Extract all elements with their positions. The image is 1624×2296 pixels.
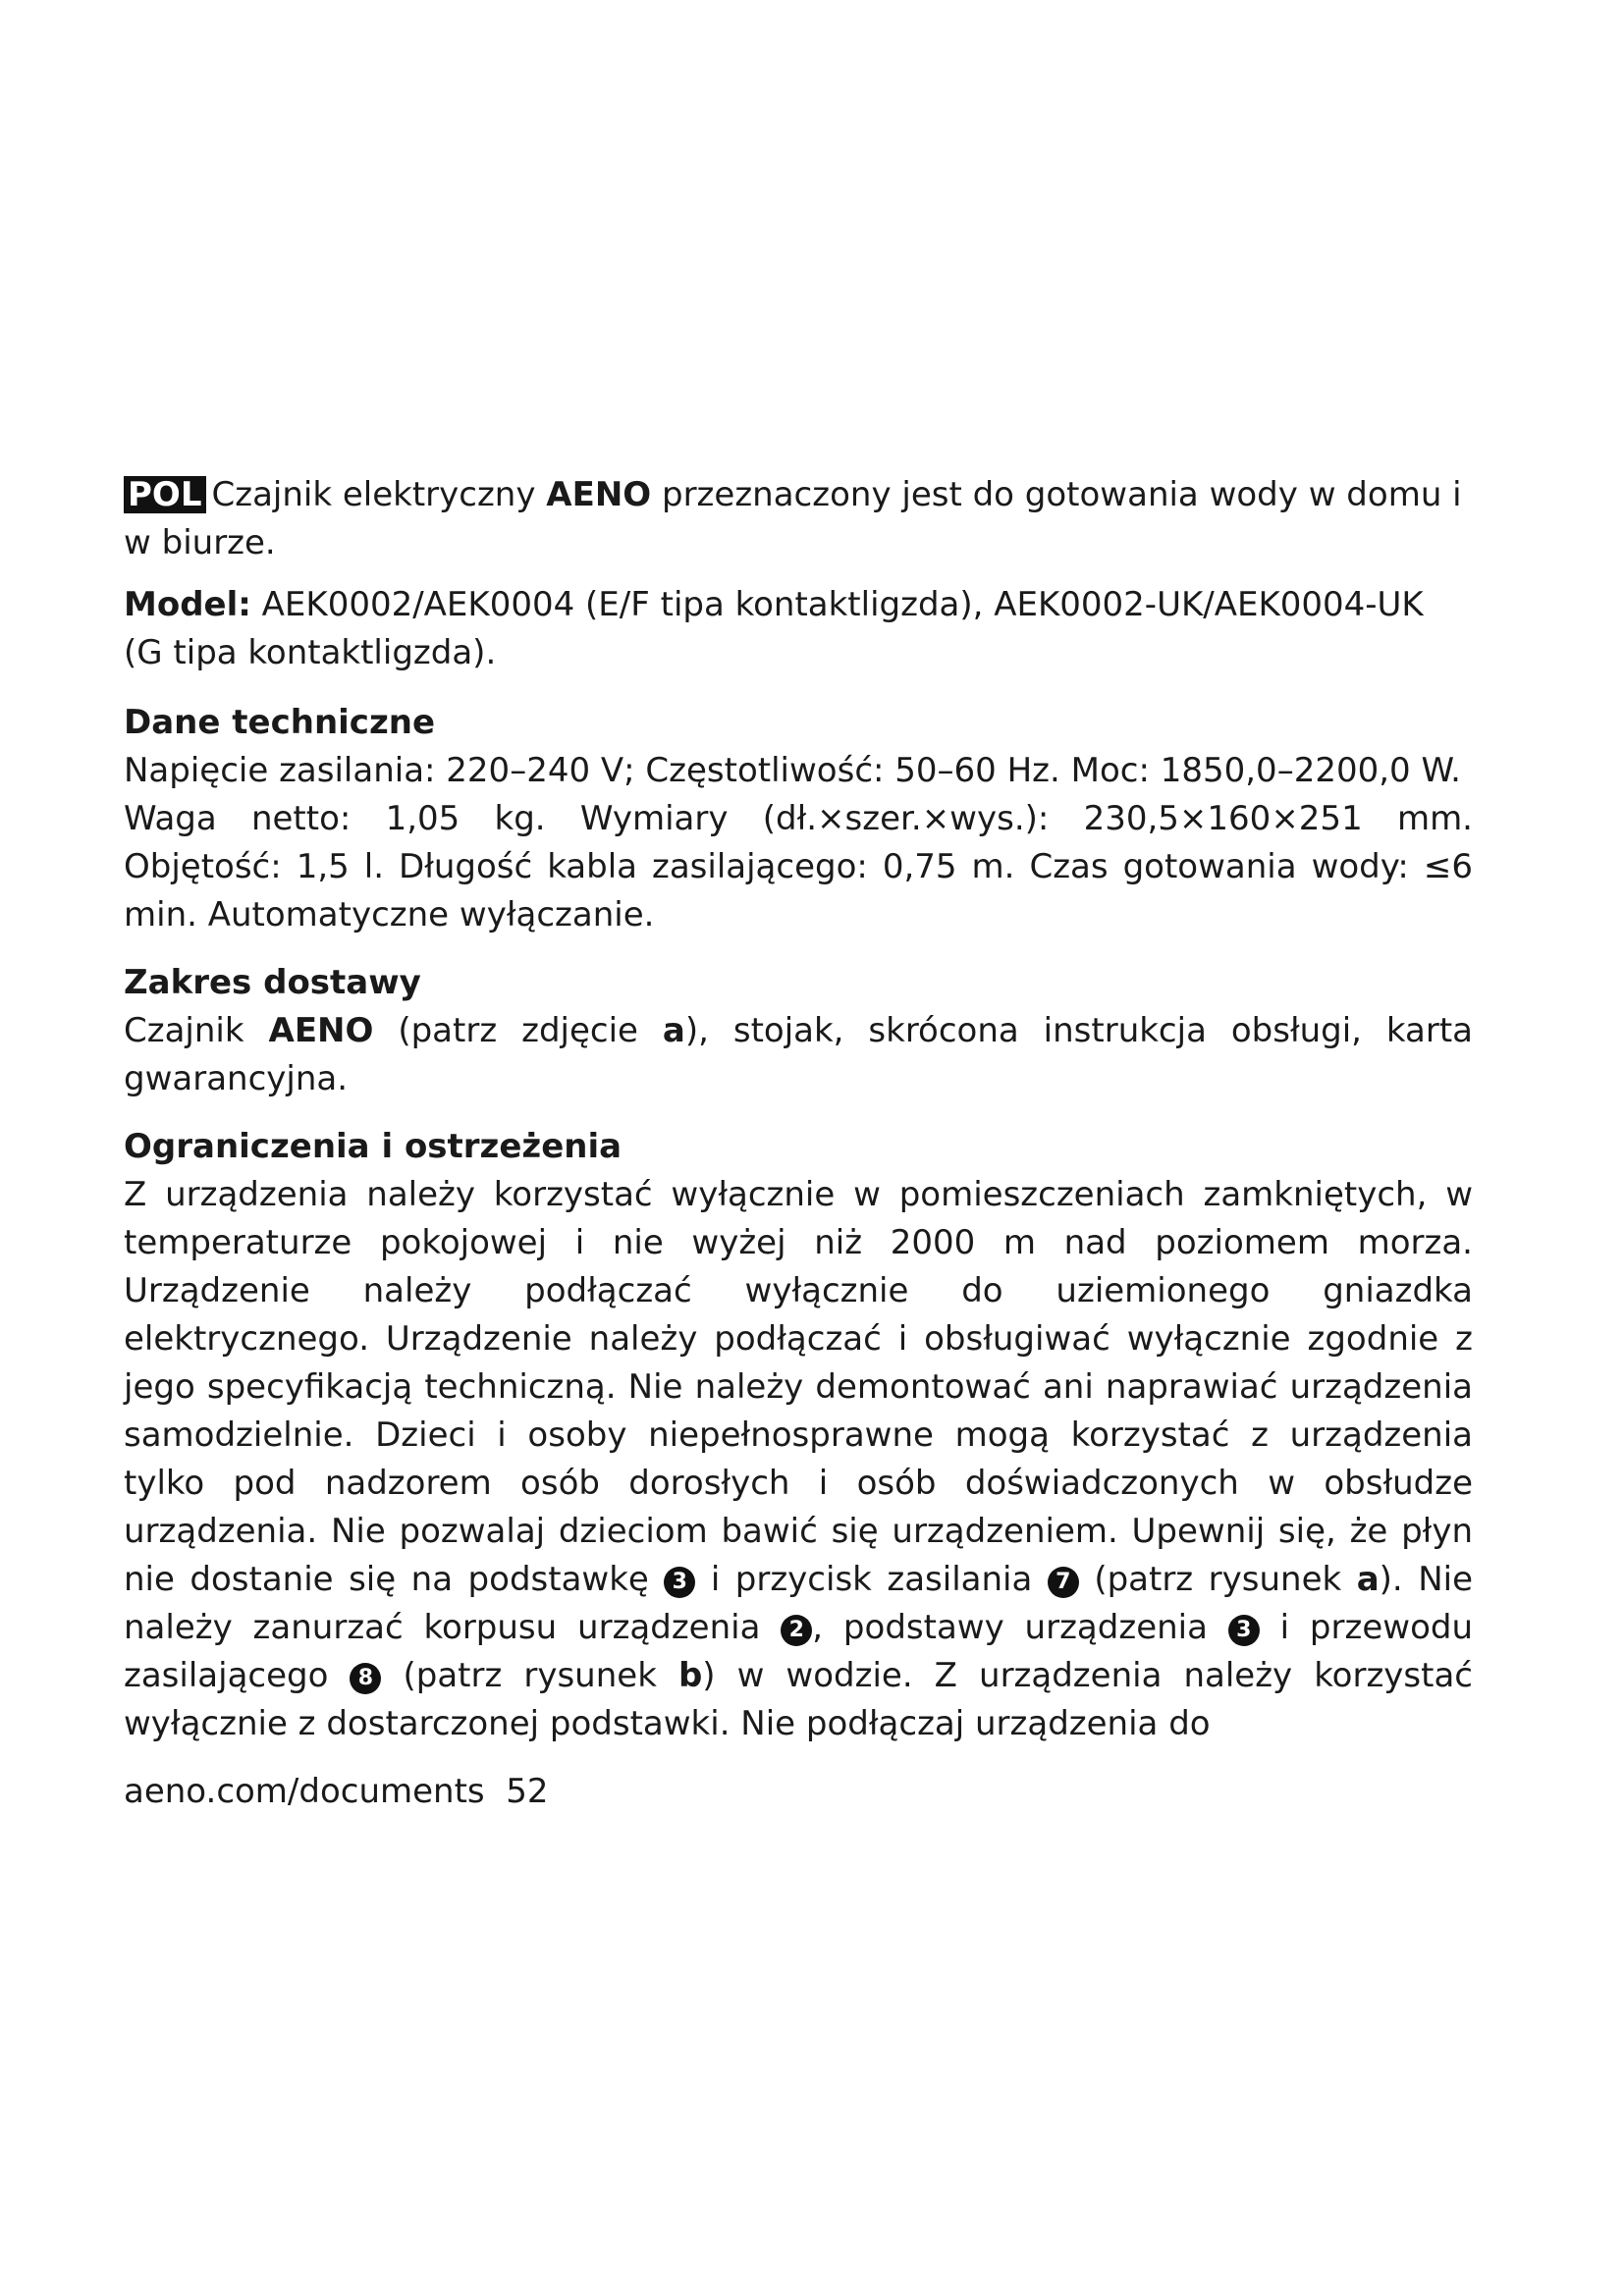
tech-section — [124, 699, 1473, 939]
delivery-heading: Zakres dostawy — [124, 963, 421, 1002]
number-8-icon: 8 — [350, 1663, 381, 1694]
tech-heading: Dane techniczne — [124, 703, 436, 742]
number-3-icon: 3 — [1228, 1615, 1260, 1646]
warnings-paragraph — [124, 1171, 1473, 1748]
intro-text-2: przeznaczony jest do gotowania wody w domu i w biurze. — [124, 475, 1462, 562]
delivery-text-1: Czajnik — [124, 1011, 269, 1050]
model-text: AEK0002/AEK0004 (E/F tipa kontaktligzda), AEK0002-UK/AEK0004-UK (G tipa kontaktligzda). — [124, 585, 1424, 672]
documents-link[interactable]: aeno.com/documents — [124, 1772, 485, 1811]
delivery-section — [124, 959, 1473, 1103]
warnings-text-1: Z urządzenia należy korzystać wyłącznie w pomieszczeniach zamkniętych, w temperaturze pokojowej i nie wyżej niż 2000 m nad poziomem morza. Urządzenie należy podłączać wyłącznie do uziemionego gniazdka elektrycznego. Urządzenie należy podłączać i obsługiwać wyłącznie zgodnie z jego specyfikacją techniczną. Nie należy demontować ani naprawiać urządzenia samodzielnie. Dzieci i osoby niepełnosprawne mogą korzystać z urządzenia tylko pod nadzorem osób dorosłych i osób doświadczonych w obsłudze urządzenia. Nie pozwalaj dzieciom bawić się urządzeniem. Upewnij się, że płyn nie dostanie się na podstawkę — [124, 1175, 1473, 1599]
warnings-text-2: i przycisk zasilania — [695, 1560, 1048, 1599]
number-2-icon: 2 — [781, 1615, 812, 1646]
warnings-section — [124, 1123, 1473, 1748]
intro-brand: AENO — [546, 475, 652, 514]
delivery-text-3: ), stojak, skrócona instrukcja obsługi, karta gwarancyjna. — [124, 1011, 1473, 1098]
delivery-ref-a: a — [662, 1011, 685, 1050]
page-footer — [124, 1768, 1473, 1816]
warnings-ref-a: a — [1356, 1560, 1380, 1599]
warnings-heading: Ograniczenia i ostrzeżenia — [124, 1127, 623, 1166]
warnings-text-7: (patrz rysunek — [381, 1656, 678, 1695]
warnings-text-8: ) w wodzie. Z urządzenia należy korzystać wyłącznie z dostarczonej podstawki. Nie podłączaj urządzenia do — [124, 1656, 1473, 1743]
delivery-paragraph — [124, 1007, 1473, 1103]
warnings-text-3: (patrz rysunek — [1078, 1560, 1357, 1599]
tech-line-1: Napięcie zasilania: 220–240 V; Częstotliwość: 50–60 Hz. Moc: 1850,0–2200,0 W. — [124, 751, 1461, 790]
intro-paragraph — [124, 471, 1473, 567]
tech-line-2: Waga netto: 1,05 kg. Wymiary (dł.×szer.×wys.): 230,5×160×251 mm. Objętość: 1,5 l. Długość kabla zasilającego: 0,75 m. Czas gotowania wody: ≤6 min. Automatyczne wyłączanie. — [124, 799, 1473, 934]
delivery-brand: AENO — [268, 1011, 374, 1050]
number-3-icon: 3 — [664, 1567, 695, 1598]
delivery-text-2: (patrz zdjęcie — [373, 1011, 663, 1050]
warnings-text-5: , podstawy urządzenia — [812, 1608, 1228, 1647]
warnings-ref-b: b — [677, 1656, 703, 1695]
number-7-icon: 7 — [1048, 1567, 1079, 1598]
page-number: 52 — [506, 1772, 549, 1811]
warnings-text-6: i przewodu zasilającego — [124, 1608, 1474, 1695]
model-label: Model: — [124, 585, 251, 624]
language-badge: POL — [124, 476, 206, 513]
intro-text-1: Czajnik elektryczny — [211, 475, 547, 514]
content-block — [124, 471, 1473, 1816]
model-paragraph — [124, 581, 1473, 677]
warnings-text-4: ). Nie należy zanurzać korpusu urządzenia — [124, 1560, 1474, 1647]
